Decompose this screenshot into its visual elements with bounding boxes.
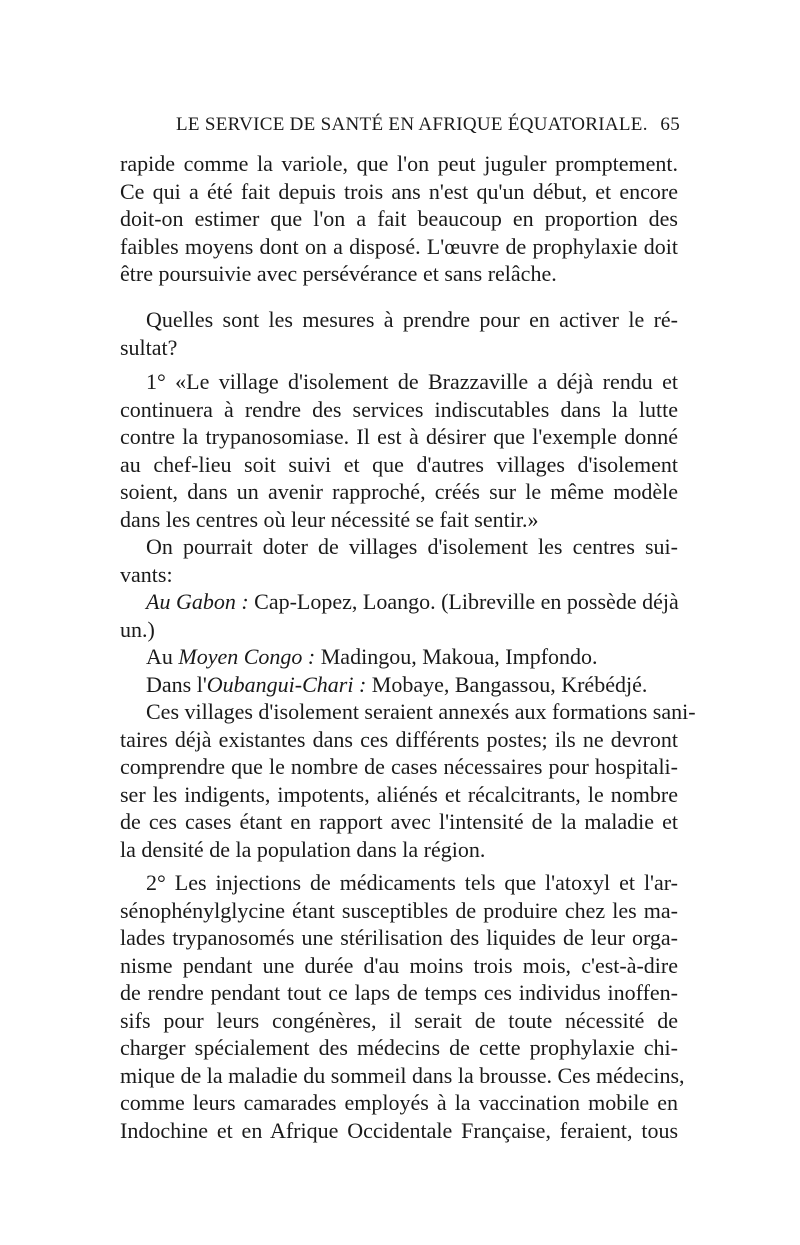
text-line: mique de la maladie du sommeil dans la brousse. Ces médecins,: [120, 1062, 685, 1088]
text-line: Indochine et en Afrique Occidentale Française, feraient, tous: [120, 1117, 678, 1143]
text-line: charger spécialement des médecins de cette prophylaxie chi-: [120, 1035, 678, 1060]
text-line: Ce qui a été fait depuis trois ans n'est qu'un début, et encore: [120, 178, 678, 204]
text-line: doit-on estimer que l'on a fait beaucoup en proportion des: [120, 206, 678, 231]
congo-text: Madingou, Makoua, Impfondo.: [320, 644, 598, 669]
text-line: taires déjà existantes dans ces différents postes; ils ne devront: [120, 726, 678, 752]
text-line: de rendre pendant tout ce laps de temps ces individus inoffen-: [120, 980, 678, 1005]
text-line: rapide comme la variole, que l'on peut juguler promptement.: [120, 151, 678, 176]
text-line: sultat?: [120, 334, 178, 360]
gabon-label: Au Gabon :: [146, 589, 249, 614]
text-line: être poursuivie avec persévérance et sans relâche.: [120, 261, 557, 286]
text-line: comprendre que le nombre de cases nécessaires pour hospitali-: [120, 754, 678, 779]
oubangui-prefix: Dans l': [146, 671, 207, 697]
oubangui-line: [120, 671, 678, 699]
section-1: [120, 368, 696, 863]
text-line: Ces villages d'isolement seraient annexés aux formations sani-: [146, 699, 696, 724]
text-line: de ces cases étant en rapport avec l'intensité de la maladie et: [120, 809, 678, 834]
text-line: 2° Les injections de médicaments tels que l'atoxyl et l'ar-: [146, 870, 678, 895]
text-line: nisme pendant une durée d'au moins trois mois, c'est-à-dire: [120, 952, 678, 978]
congo-label: Moyen Congo :: [178, 644, 316, 669]
text-line: dans les centres où leur nécessité se fait sentir.»: [120, 506, 539, 532]
text-line: 1° «Le village d'isolement de Brazzaville a déjà rendu et: [146, 369, 678, 394]
running-title: LE SERVICE DE SANTÉ EN AFRIQUE ÉQUATORIALE.: [176, 114, 648, 135]
oubangui-label: Oubangui-Chari :: [206, 671, 367, 697]
text-line: On pourrait doter de villages d'isolement les centres sui-: [146, 534, 678, 559]
text-line: ser les indigents, impotents, aliénés et récalcitrants, le nombre: [120, 781, 678, 807]
text-line: un.): [120, 616, 155, 642]
text-line: faibles moyens dont on a disposé. L'œuvre de prophylaxie doit: [120, 233, 678, 259]
text-line: lades trypanosomés une stérilisation des liquides de leur orga-: [120, 925, 678, 950]
text-line: la densité de la population dans la région.: [120, 836, 486, 862]
question-paragraph: [120, 306, 678, 361]
text-line: sifs pour leurs congénères, il serait de toute nécessité de: [120, 1007, 678, 1033]
text-line: continuera à rendre des services indiscutables dans la lutte: [120, 396, 678, 422]
text-line: comme leurs camarades employés à la vaccination mobile en: [120, 1090, 678, 1115]
section-2: [120, 869, 685, 1144]
page-number: 65: [660, 114, 680, 135]
gabon-text: Cap-Lopez, Loango. (Libreville en possède déjà: [254, 589, 679, 614]
text-line: soient, dans un avenir rapproché, créés sur le même modèle: [120, 479, 678, 504]
text-line: Quelles sont les mesures à prendre pour en activer le ré-: [146, 307, 678, 332]
oubangui-text: Mobaye, Bangassou, Krébédjé.: [371, 671, 648, 697]
paragraph-continued: [120, 150, 678, 288]
text-line: au chef-lieu soit suivi et que d'autres villages d'isolement: [120, 451, 678, 477]
running-head: [170, 114, 680, 138]
text-line: contre la trypanosomiase. Il est à désirer que l'exemple donné: [120, 424, 678, 449]
text-line: vants:: [120, 561, 173, 587]
congo-line: [120, 643, 678, 671]
text-line: sénophénylglycine étant susceptibles de produire chez les ma-: [120, 897, 678, 923]
gabon-line: [120, 588, 678, 616]
congo-prefix: Au: [146, 644, 173, 669]
